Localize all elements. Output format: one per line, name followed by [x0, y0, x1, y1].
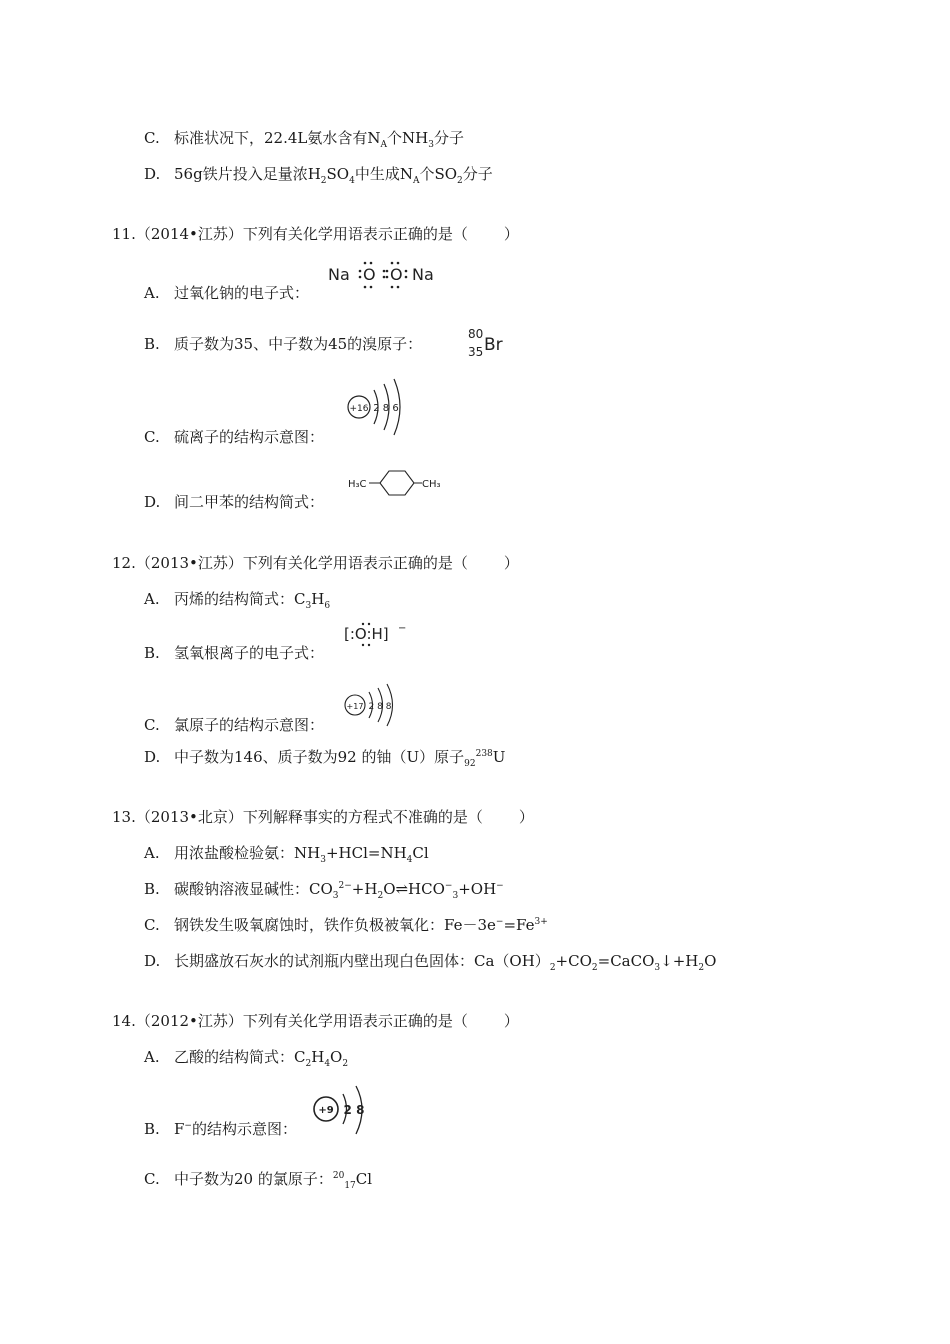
q12-option-a: [144, 589, 330, 609]
option-text: 56g铁片投入足量浓H: [174, 165, 321, 183]
option-text: O⇌HCO: [383, 880, 445, 898]
subscript: 3: [452, 891, 459, 901]
question-text: 12.（2013•江苏）下列有关化学用语表示正确的是（: [112, 554, 468, 572]
subscript: 6: [324, 601, 331, 611]
q12-option-d: [144, 747, 505, 767]
na-label: Na: [412, 265, 434, 284]
subscript: 2: [305, 1059, 312, 1069]
q10-option-d: [144, 164, 493, 184]
subscript: 3: [428, 140, 434, 150]
question-text: 13.（2013•北京）下列解释事实的方程式不准确的是（: [112, 808, 483, 826]
q12-option-b: [144, 643, 324, 663]
methyl-group: CH₃: [422, 479, 441, 490]
q11-option-a: [144, 283, 309, 303]
na-label: Na: [328, 265, 350, 284]
option-text: 丙烯的结构简式：C: [174, 590, 306, 608]
q13-option-d: [144, 951, 716, 971]
subscript: A: [380, 140, 387, 150]
option-text: Cl: [412, 844, 429, 862]
atomic-number: 17: [344, 1181, 356, 1191]
q13-option-b: [144, 879, 504, 899]
element-symbol: U: [492, 748, 506, 766]
question-text: ）: [503, 554, 519, 572]
option-letter: D.: [144, 493, 161, 511]
option-letter: B.: [144, 880, 160, 898]
option-letter: C.: [144, 428, 160, 446]
option-text: =CaCO: [597, 952, 655, 970]
element-symbol: Br: [484, 335, 503, 355]
option-letter: C.: [144, 716, 160, 734]
question-text: ）: [503, 225, 519, 243]
option-letter: B.: [144, 644, 160, 662]
shell-electrons: 2 8: [343, 1103, 365, 1117]
question-text: ）: [503, 1012, 519, 1030]
subscript: 3: [320, 855, 326, 865]
option-letter: A.: [144, 1048, 160, 1066]
option-text: +H: [351, 880, 378, 898]
element-symbol: Cl: [355, 1170, 373, 1188]
charge-label: −: [398, 623, 407, 634]
q14-option-a: [144, 1047, 348, 1067]
option-text: 分子: [433, 129, 464, 147]
superscript: −: [495, 917, 504, 927]
fluoride-ion-structure-diagram: [310, 1084, 376, 1140]
option-text: 钢铁发生吸氧腐蚀时，铁作负极被氧化：Fe－3e: [174, 916, 496, 934]
question-14-stem: [112, 1011, 519, 1031]
sodium-peroxide-electron-formula: [326, 258, 442, 292]
superscript: −: [184, 1121, 192, 1131]
superscript: −: [496, 881, 504, 891]
option-letter: C.: [144, 129, 160, 147]
option-text: 硫离子的结构示意图：: [174, 428, 325, 446]
option-text: F: [174, 1120, 185, 1138]
option-letter: D.: [144, 165, 161, 183]
chlorine-atom-structure-diagram: [342, 682, 402, 728]
mass-number: 20: [332, 1171, 345, 1181]
q12-option-c: [144, 715, 324, 735]
nucleus-charge: +16: [349, 404, 369, 414]
question-text: 14.（2012•江苏）下列有关化学用语表示正确的是（: [112, 1012, 468, 1030]
subscript: 4: [324, 1059, 331, 1069]
superscript: 2−: [338, 881, 352, 891]
subscript: 2: [591, 963, 598, 973]
option-text: 乙酸的结构简式：C: [174, 1048, 306, 1066]
q13-option-c: [144, 915, 548, 935]
subscript: 2: [320, 176, 327, 186]
option-text: 氯原子的结构示意图：: [174, 716, 325, 734]
option-text: 碳酸钠溶液显碱性：CO: [174, 880, 333, 898]
q13-option-a: [144, 843, 429, 863]
option-text: +OH: [458, 880, 497, 898]
option-letter: C.: [144, 916, 160, 934]
question-11-stem: [112, 224, 519, 244]
subscript: A: [412, 176, 420, 186]
option-letter: B.: [144, 335, 160, 353]
methyl-group: H₃C: [348, 479, 367, 490]
mass-number: 238: [475, 749, 493, 759]
option-text: 标准状况下，22.4L氨水含有N: [174, 129, 381, 147]
option-text: 分子: [462, 165, 493, 183]
subscript: 4: [349, 176, 355, 186]
question-12-stem: [112, 553, 519, 573]
bromine-nuclide-symbol: [466, 325, 516, 361]
subscript: 3: [332, 891, 339, 901]
option-letter: A.: [144, 844, 160, 862]
option-text: ↓+H: [660, 952, 699, 970]
option-text: 个SO: [419, 165, 458, 183]
nucleus-charge: +9: [318, 1105, 334, 1116]
option-text: H: [311, 1048, 325, 1066]
atomic-number: 35: [468, 345, 484, 359]
option-text: 个NH: [387, 129, 429, 147]
option-text: +HCl=NH: [325, 844, 407, 862]
subscript: 2: [549, 963, 556, 973]
option-text: +CO: [555, 952, 592, 970]
sulfur-ion-structure-diagram: [344, 376, 408, 438]
option-text: 氢氧根离子的电子式：: [174, 644, 325, 662]
m-xylene-structure: [348, 466, 446, 500]
q11-option-d: [144, 492, 324, 512]
hydroxide-electron-formula: [342, 620, 408, 650]
option-text: O: [330, 1048, 343, 1066]
superscript: −: [444, 881, 453, 891]
subscript: 2: [457, 176, 463, 186]
subscript: 2: [377, 891, 384, 901]
option-text: 的结构示意图：: [191, 1120, 297, 1138]
question-text: 11.（2014•江苏）下列有关化学用语表示正确的是（: [112, 225, 468, 243]
option-text: 中子数为146、质子数为92 的铀（U）原子: [174, 748, 465, 766]
option-text: =Fe: [503, 916, 535, 934]
subscript: 3: [305, 601, 312, 611]
q11-option-b: [144, 334, 422, 354]
subscript: 2: [698, 963, 705, 973]
q14-option-b: [144, 1119, 297, 1139]
option-letter: D.: [144, 748, 161, 766]
option-text: O: [704, 952, 717, 970]
subscript: 2: [342, 1059, 349, 1069]
q10-option-c: [144, 128, 464, 148]
subscript: 3: [654, 963, 661, 973]
option-letter: D.: [144, 952, 161, 970]
option-text: 用浓盐酸检验氨：NH: [174, 844, 321, 862]
q11-option-c: [144, 427, 324, 447]
option-letter: C.: [144, 1170, 160, 1188]
option-letter: B.: [144, 1120, 160, 1138]
option-text: 中生成N: [354, 165, 413, 183]
option-text: 质子数为35、中子数为45的溴原子：: [174, 335, 423, 353]
option-text: 长期盛放石灰水的试剂瓶内壁出现白色固体：Ca（OH）: [174, 952, 550, 970]
question-text: ）: [518, 808, 534, 826]
option-text: 间二甲苯的结构简式：: [174, 493, 325, 511]
subscript: 4: [406, 855, 413, 865]
option-text: SO: [326, 165, 350, 183]
shell-electrons: 2 8 6: [373, 403, 399, 414]
atomic-number: 92: [464, 759, 476, 769]
nucleus-charge: +17: [346, 702, 364, 711]
o-label: O: [363, 265, 376, 284]
mass-number: 80: [468, 327, 484, 341]
option-text: 过氧化钠的电子式：: [174, 284, 310, 302]
option-letter: A.: [144, 590, 160, 608]
q14-option-c: [144, 1169, 372, 1189]
o-label: O: [390, 265, 403, 284]
option-letter: A.: [144, 284, 160, 302]
question-13-stem: [112, 807, 534, 827]
option-text: 中子数为20 的氯原子：: [174, 1170, 333, 1188]
shell-electrons: 2 8 8: [368, 702, 392, 712]
formula-text: [:O:H]: [344, 625, 389, 643]
option-text: H: [311, 590, 325, 608]
superscript: 3+: [534, 917, 548, 927]
